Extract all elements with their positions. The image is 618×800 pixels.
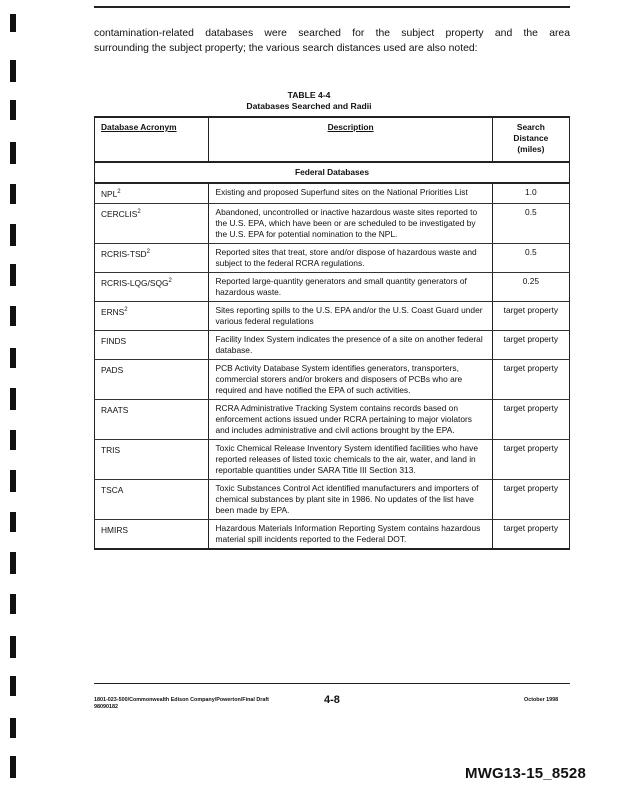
- table-row: [95, 243, 570, 272]
- table-row: [95, 479, 570, 519]
- acronym-cell: CERCLIS: [101, 208, 138, 219]
- acronym-cell: HMIRS: [101, 524, 128, 535]
- footer-project-info: [94, 697, 269, 711]
- table-title: Databases Searched and Radii: [246, 101, 372, 111]
- description-cell: Toxic Substances Control Act identified manufacturers and importers of chemical substances by plant site in 1986. No updates of the list have been made by EPA.: [209, 479, 492, 519]
- acronym-cell: ERNS: [101, 306, 125, 317]
- description-cell: Reported large-quantity generators and small quantity generators of hazardous waste.: [209, 272, 492, 301]
- description-cell: Toxic Chemical Release Inventory System identified facilities who have reported releases of listed toxic chemicals to the air, water, and land in reportable quantities under SARA Title III Section 313.: [209, 439, 492, 479]
- acronym-cell: RCRIS-LQG/SQG: [101, 277, 169, 288]
- footer-rule: [94, 683, 570, 684]
- header-rule: [94, 6, 570, 8]
- distance-cell: target property: [492, 399, 569, 439]
- description-cell: Hazardous Materials Information Reporting System contains hazardous material spill incidents reported to the Federal DOT.: [209, 519, 492, 549]
- distance-cell: target property: [492, 439, 569, 479]
- acronym-cell: PADS: [101, 364, 124, 375]
- distance-cell: 0.5: [492, 203, 569, 243]
- footnote-mark: 2: [137, 208, 141, 215]
- distance-cell: target property: [492, 479, 569, 519]
- databases-table: [94, 116, 570, 550]
- footnote-mark: 2: [168, 277, 172, 284]
- table-row: [95, 183, 570, 203]
- header-acronym: Database Acronym: [95, 117, 209, 162]
- header-distance-line3: (miles): [517, 144, 545, 154]
- distance-cell: target property: [492, 330, 569, 359]
- table-row: [95, 330, 570, 359]
- table-row: [95, 359, 570, 399]
- binding-marks: [0, 0, 20, 800]
- table-header-row: [95, 117, 570, 162]
- description-cell: Facility Index System indicates the presence of a site on another federal database.: [209, 330, 492, 359]
- header-distance-line1: Search: [516, 122, 545, 132]
- description-cell: RCRA Administrative Tracking System contains records based on enforcement actions issued under RCRA pertaining to major violators and includes administrative and civil actions brought by the EPA.: [209, 399, 492, 439]
- footnote-mark: 2: [124, 306, 128, 313]
- footer-date: October 1998: [524, 697, 559, 703]
- distance-cell: 0.5: [492, 243, 569, 272]
- header-description: Description: [209, 117, 492, 162]
- table-row: [95, 272, 570, 301]
- table-row: [95, 519, 570, 549]
- acronym-cell: TSCA: [101, 484, 124, 495]
- description-cell: PCB Activity Database System identifies generators, transporters, commercial storers and/or brokers and disposers of PCBs who are required and have notified the EPA of such activities.: [209, 359, 492, 399]
- bates-stamp: MWG13-15_8528: [465, 765, 586, 782]
- description-cell: Abandoned, uncontrolled or inactive hazardous waste sites reported to the U.S. EPA, which have been or are scheduled to be investigated by the U.S. EPA for potential nomination to the NPL.: [209, 203, 492, 243]
- acronym-cell: FINDS: [101, 335, 127, 346]
- footnote-mark: 2: [117, 189, 121, 195]
- distance-cell: 1.0: [492, 183, 569, 203]
- intro-paragraph: [94, 26, 570, 56]
- distance-cell: target property: [492, 359, 569, 399]
- table-number: TABLE 4-4: [287, 90, 331, 100]
- description-cell: Sites reporting spills to the U.S. EPA and/or the U.S. Coast Guard under various federal regulations: [209, 301, 492, 330]
- table-row: [95, 439, 570, 479]
- table-row: [95, 203, 570, 243]
- header-distance: [492, 117, 569, 162]
- distance-cell: 0.25: [492, 272, 569, 301]
- distance-cell: target property: [492, 301, 569, 330]
- table-row: [95, 301, 570, 330]
- acronym-cell: TRIS: [101, 444, 121, 455]
- intro-line-1: contamination-related databases were searched for the subject property and the area: [94, 28, 570, 39]
- footer-doc-number: 98090182: [94, 704, 118, 710]
- acronym-cell: NPL: [101, 188, 118, 199]
- table-row: [95, 399, 570, 439]
- acronym-cell: RCRIS-TSD: [101, 248, 147, 259]
- description-cell: Existing and proposed Superfund sites on the National Priorities List: [209, 183, 492, 203]
- section-row: [95, 162, 570, 183]
- footnote-mark: 2: [146, 248, 150, 255]
- footer-project-line: 1801-023-500/Commonwealth Edison Company/Powerton/Final Draft: [94, 697, 269, 703]
- description-cell: Reported sites that treat, store and/or dispose of hazardous waste and subject to the federal RCRA regulations.: [209, 243, 492, 272]
- section-title: Federal Databases: [95, 162, 570, 183]
- acronym-cell: RAATS: [101, 404, 129, 415]
- intro-line-2: surrounding the subject property; the various search distances used are also noted:: [94, 43, 478, 54]
- distance-cell: target property: [492, 519, 569, 549]
- page-number: 4-8: [324, 694, 340, 706]
- header-distance-line2: Distance: [513, 133, 549, 143]
